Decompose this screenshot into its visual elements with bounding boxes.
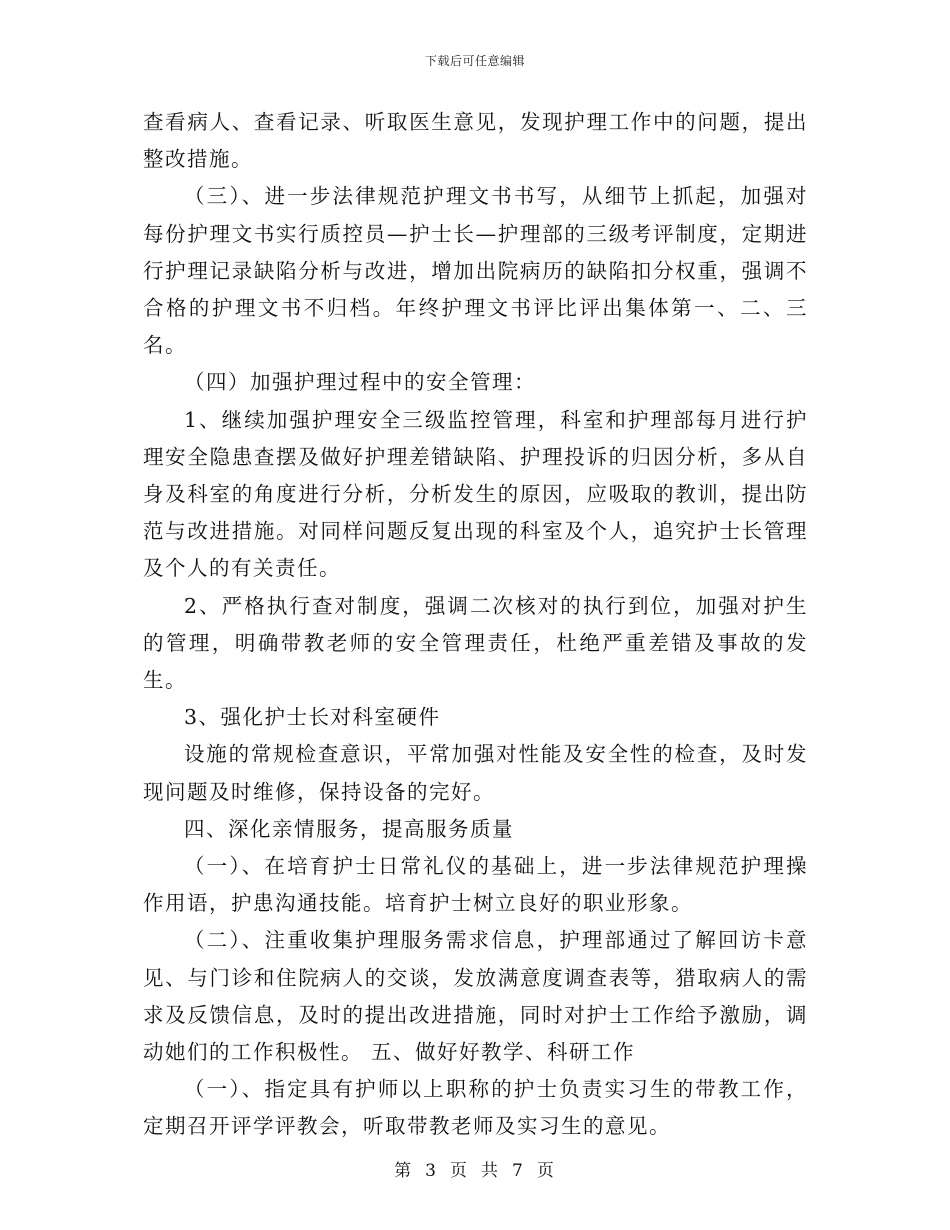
body-paragraph: 设施的常规检查意识，平常加强对性能及安全性的检查，及时发现问题及时维修，保持设备的完好。 <box>143 742 808 804</box>
section-heading: （四）加强护理过程中的安全管理： <box>184 370 536 395</box>
footer-prefix: 第 <box>394 1161 414 1181</box>
page-footer <box>0 1156 950 1181</box>
body-paragraph: 1、继续加强护理安全三级监控管理，科室和护理部每月进行护理安全隐患查摆及做好护理差错缺陷、护理投诉的归因分析，多从自身及科室的角度进行分析，分析发生的原因，应吸取的教训，提出防范与改进措施。对同样问题反复出现的科室及个人，追究护士长管理及个人的有关责任。 <box>143 407 808 581</box>
body-paragraph: 查看病人、查看记录、听取医生意见，发现护理工作中的问题，提出整改措施。 <box>143 110 808 172</box>
section-heading: 四、深化亲情服务，提高服务质量 <box>184 816 514 841</box>
footer-current-page: 3 <box>425 1161 438 1181</box>
footer-total-pages: 7 <box>512 1161 525 1181</box>
footer-suffix: 页 <box>536 1161 556 1181</box>
body-paragraph: 2、严格执行查对制度，强调二次核对的执行到位，加强对护生的管理，明确带教老师的安全管理责任，杜绝严重差错及事故的发生。 <box>143 593 808 693</box>
body-paragraph: （一）、在培育护士日常礼仪的基础上，进一步法律规范护理操作用语，护患沟通技能。培育护士树立良好的职业形象。 <box>143 854 808 916</box>
body-paragraph: （二）、注重收集护理服务需求信息，护理部通过了解回访卡意见、与门诊和住院病人的交谈，发放满意度调查表等，猎取病人的需求及反馈信息，及时的提出改进措施，同时对护士工作给予激励，调动她们的工作积极性。 五、做好好教学、科研工作 <box>143 928 808 1065</box>
document-body <box>143 104 808 1146</box>
body-paragraph: （一）、指定具有护师以上职称的护士负责实习生的带教工作，定期召开评学评教会，听取带教老师及实习生的意见。 <box>143 1077 808 1139</box>
body-paragraph: （三）、进一步法律规范护理文书书写，从细节上抓起，加强对每份护理文书实行质控员—护士长—护理部的三级考评制度，定期进行护理记录缺陷分析与改进，增加出院病历的缺陷扣分权重，强调不合格的护理文书不归档。年终护理文书评比评出集体第一、二、三名。 <box>143 184 808 358</box>
body-paragraph: 3、强化护士长对科室硬件 <box>184 705 441 730</box>
footer-page-word: 页 <box>450 1161 469 1181</box>
page-header <box>0 52 950 69</box>
footer-total-word: 共 <box>481 1161 500 1181</box>
header-note: 下载后可任意编辑 <box>424 54 525 68</box>
